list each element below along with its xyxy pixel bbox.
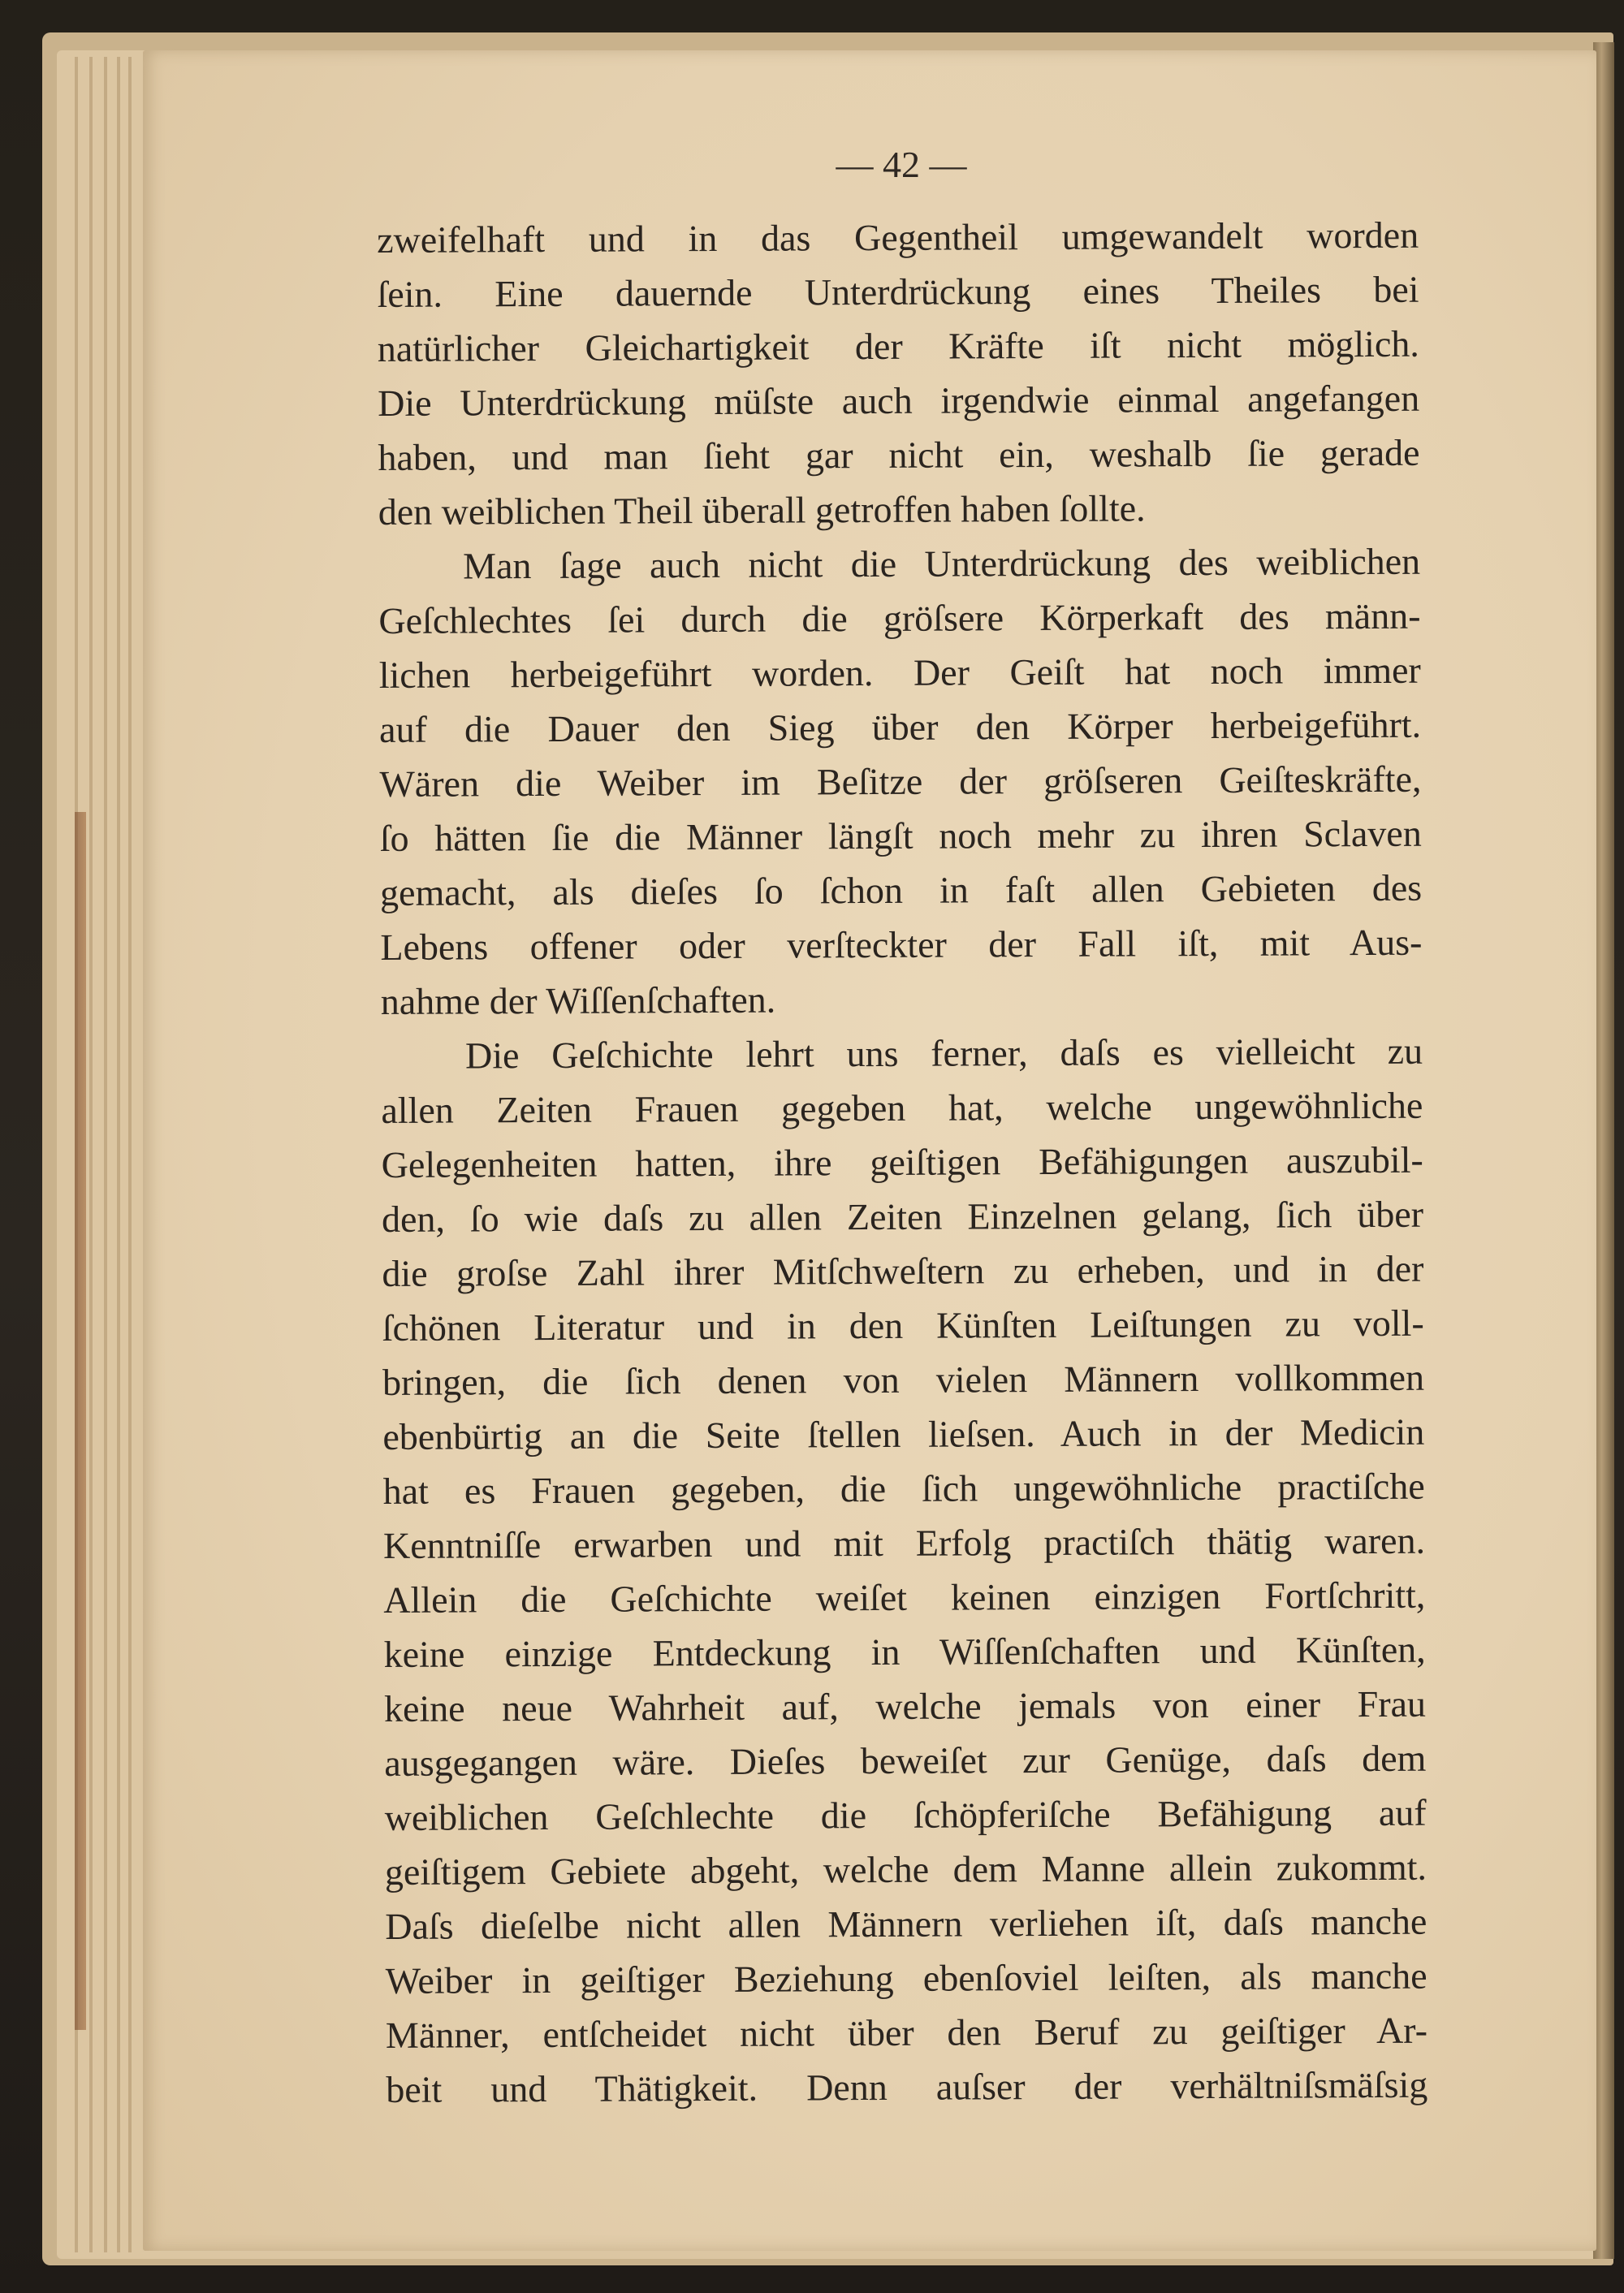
page-number: — 42 —	[836, 144, 967, 185]
binding-edge	[75, 812, 86, 2030]
text-line: Die Unterdrückung müſste auch irgendwie einmal angefangen	[378, 377, 1420, 424]
text-line: Allein die Geſchichte weiſet keinen einzigen Fortſchritt,	[383, 1574, 1426, 1621]
body-text	[377, 208, 1427, 2117]
text-line: Männer, entſcheidet nicht über den Beruf zu geiſtiger Ar-	[385, 2009, 1428, 2056]
text-line: geiſtigem Gebiete abgeht, welche dem Manne allein zukommt.	[384, 1846, 1427, 1893]
text-line: Wären die Weiber im Beſitze der gröſseren Geiſteskräfte,	[379, 758, 1422, 805]
text-line: keine einzige Entdeckung in Wiſſenſchaften und Künſten,	[383, 1628, 1426, 1675]
text-line: die groſse Zahl ihrer Mitſchweſtern zu erheben, und in der	[382, 1247, 1424, 1294]
text-line: haben, und man ſieht gar nicht ein, weshalb ſie gerade	[378, 431, 1420, 478]
text-line: lichen herbeigeführt worden. Der Geiſt hat noch immer	[378, 649, 1421, 696]
text-line: Lebens offener oder verſteckter der Fall iſt, mit Aus-	[380, 921, 1423, 968]
text-line: beit und Thätigkeit. Denn auſser der verhältniſsmäſsig	[386, 2063, 1428, 2110]
text-line: Man ſage auch nicht die Unterdrückung des weiblichen	[463, 540, 1421, 587]
text-line: den, ſo wie daſs zu allen Zeiten Einzelnen gelang, ſich über	[381, 1193, 1424, 1240]
text-line: ebenbürtig an die Seite ſtellen lieſsen. Auch in der Medicin	[382, 1410, 1425, 1457]
text-line: den weiblichen Theil überall getroffen haben ſollte.	[378, 487, 1146, 533]
text-line: ſchönen Literatur und in den Künſten Leiſtungen zu voll-	[382, 1302, 1424, 1349]
text-line: Daſs dieſelbe nicht allen Männern verliehen iſt, daſs manche	[385, 1900, 1427, 1947]
text-line: ſo hätten ſie die Männer längſt noch mehr zu ihren Sclaven	[379, 812, 1422, 859]
text-line: Weiber in geiſtiger Beziehung ebenſoviel leiſten, als manche	[385, 1954, 1427, 2002]
text-line: bringen, die ſich denen von vielen Männern vollkommen	[382, 1356, 1425, 1403]
text-line: Kenntniſſe erwarben und mit Erfolg practiſch thätig waren.	[382, 1519, 1426, 1566]
text-line: ſein. Eine dauernde Unterdrückung eines Theiles bei	[377, 268, 1419, 315]
text-line: allen Zeiten Frauen gegeben hat, welche ungewöhnliche	[381, 1084, 1423, 1131]
text-line: auf die Dauer den Sieg über den Körper herbeigeführt.	[378, 703, 1422, 750]
text-line: hat es Frauen gegeben, die ſich ungewöhnliche practiſche	[382, 1465, 1425, 1512]
text-line: keine neue Wahrheit auf, welche jemals von einer Frau	[383, 1682, 1427, 1729]
text-line: zweifelhaft und in das Gegentheil umgewandelt worden	[377, 214, 1419, 261]
text-line: Geſchlechtes ſei durch die gröſsere Körperkaft des männ-	[378, 594, 1421, 641]
text-line: Gelegenheiten hatten, ihre geiſtigen Befähigungen auszubil-	[381, 1138, 1423, 1185]
text-line: Die Geſchichte lehrt uns ferner, daſs es vielleicht zu	[464, 1030, 1423, 1077]
text-line: natürlicher Gleichartigkeit der Kräfte iſt nicht möglich.	[377, 322, 1419, 369]
text-line: gemacht, als dieſes ſo ſchon in faſt allen Gebieten des	[379, 866, 1423, 913]
text-line: ausgegangen wäre. Dieſes beweiſet zur Genüge, daſs dem	[384, 1737, 1427, 1784]
text-line: weiblichen Geſchlechte die ſchöpferiſche Befähigung auf	[384, 1791, 1427, 1838]
text-line: nahme der Wiſſenſchaften.	[380, 978, 776, 1022]
